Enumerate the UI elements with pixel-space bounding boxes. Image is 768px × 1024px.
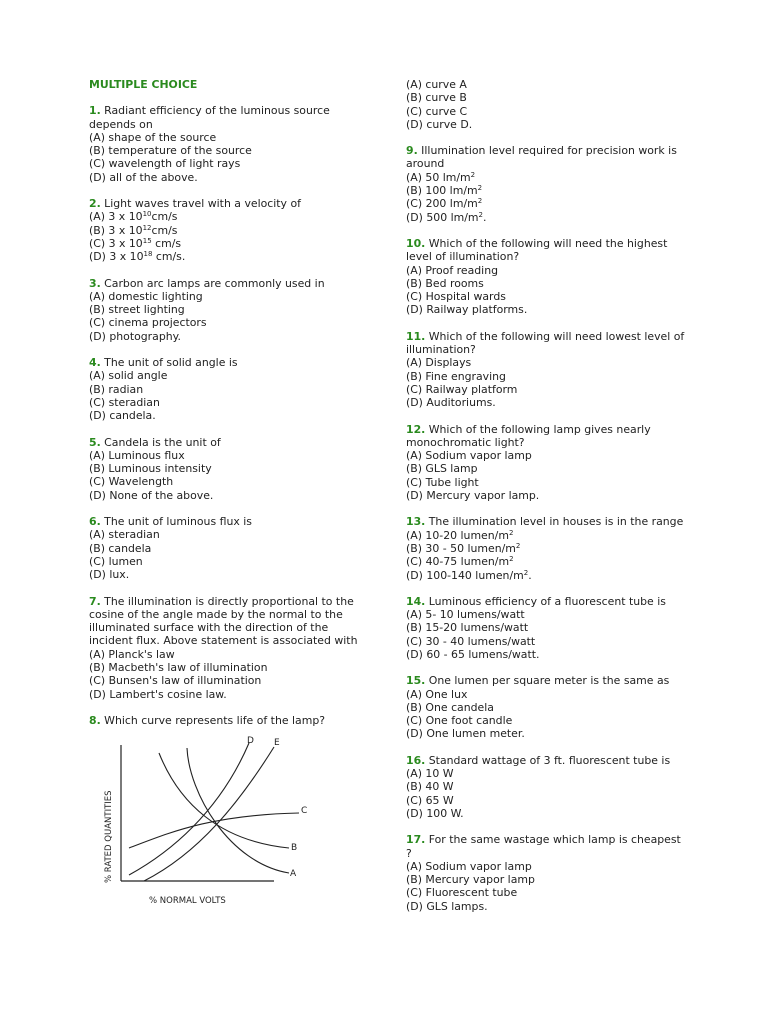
question-stem: 9. Illumination level required for precision work is around <box>406 144 677 171</box>
y-axis-label: % RATED QUANTITIES <box>104 790 114 884</box>
answer-option: (B) 3 x $10^{12}cm/s$ <box>89 223 178 237</box>
answer-option: (D) photography. <box>89 329 181 343</box>
answer-option: (D) 60 - 65 lumens/watt. <box>406 647 540 661</box>
answer-option: (C) Bunsen's law of illumination <box>89 674 262 688</box>
curve-label-b: B <box>291 843 298 854</box>
answer-option: (B) Bed rooms <box>406 276 484 290</box>
answer-option: (A) Planck's law <box>89 647 175 661</box>
answer-option: (B) candela <box>89 541 152 555</box>
question-stem: 11. Which of the following will need lowest level of illumination? <box>406 329 685 357</box>
answer-option: (A) 5- 10 lumens/watt <box>406 608 525 622</box>
answer-option: (A) curve A <box>406 78 467 91</box>
question-stem: 14. Luminous efficiency of a fluorescent tube is <box>406 594 666 608</box>
answer-option: (D) curve D. <box>406 117 473 131</box>
question-stem: 2. Light waves travel with a velocity of <box>89 197 301 211</box>
answer-option: (C) Tube light <box>406 475 479 489</box>
question-number: 17. <box>406 833 426 847</box>
answer-option: (D) Railway platforms. <box>406 303 528 317</box>
answer-option: (D) 3 x $10^{18}$ cm/s. <box>89 250 186 264</box>
answer-option: (D) None of the above. <box>89 488 214 502</box>
answer-option: (C) Wavelength <box>89 475 174 489</box>
question-block <box>406 595 686 661</box>
curve-label-a: A <box>290 869 297 880</box>
answer-option: (C) cinema projectors <box>89 316 207 330</box>
answer-option: (B) Luminous intensity <box>89 462 212 476</box>
answer-option: (B) Mercury vapor lamp <box>406 873 535 887</box>
x-axis-label: % NORMAL VOLTS <box>149 896 226 907</box>
answer-option: (B) street lighting <box>89 303 185 317</box>
answer-option: (A) shape of the source <box>89 130 217 144</box>
question-block <box>89 595 369 701</box>
answer-option: (B) One candela <box>406 700 494 714</box>
question-block <box>89 436 369 502</box>
question-number: 1. <box>89 104 101 118</box>
question-block <box>406 237 686 317</box>
answer-option: (A) 10-20 lumen/$m^2$ <box>406 528 514 542</box>
question-stem: 5. Candela is the unit of <box>89 435 221 449</box>
question-stem: 15. One lumen per square meter is the same as <box>406 674 670 688</box>
answer-option: (C) 200 $lm/m^2$ <box>406 197 483 211</box>
answer-option: (B) 15-20 lumens/watt <box>406 621 529 635</box>
question-block <box>89 277 369 343</box>
question-number: 2. <box>89 197 101 211</box>
answer-option: (C) steradian <box>89 395 160 409</box>
question-block <box>89 714 369 727</box>
answer-option: (D) 500 $lm/m^2$. <box>406 210 487 224</box>
question-stem: 10. Which of the following will need the highest level of illumination? <box>406 236 668 264</box>
question-number: 10. <box>406 236 426 250</box>
answer-option: (C) One foot candle <box>406 714 513 728</box>
curve-label-e: E <box>274 738 280 749</box>
answer-option: (A) Sodium vapor lamp <box>406 449 532 463</box>
curve-c <box>129 813 299 848</box>
answer-option: (A) One lux <box>406 687 468 701</box>
answer-option: (C) Railway platform <box>406 382 518 396</box>
question-stem: 7. The illumination is directly proportional to the cosine of the angle made by the normal to the illuminated surface with the direction of the incident flux. Above statement is associated with <box>89 594 358 648</box>
answer-option: (D) 100-140 lumen/$m^2$. <box>406 568 532 582</box>
answer-option: (C) 30 - 40 lumens/watt <box>406 634 536 648</box>
answer-option: (B) GLS lamp <box>406 462 478 476</box>
right-column <box>406 78 686 926</box>
answer-option: (D) all of the above. <box>89 170 198 184</box>
lamp-curves-figure <box>89 733 308 913</box>
answer-option: (A) 50 $lm/m^2$ <box>406 170 476 184</box>
answer-option: (D) Lambert's cosine law. <box>89 687 227 701</box>
question-block <box>406 515 686 581</box>
answer-option: (C) wavelength of light rays <box>89 157 241 171</box>
question-block <box>406 674 686 740</box>
question-number: 8. <box>89 713 101 727</box>
answer-option: (D) One lumen meter. <box>406 727 525 741</box>
answer-option: (D) GLS lamps. <box>406 899 488 913</box>
question-number: 7. <box>89 594 101 608</box>
question-block <box>89 356 369 422</box>
answer-option: (C) 3 x $10^{15}$ cm/s <box>89 236 182 250</box>
question-stem: 12. Which of the following lamp gives nearly monochromatic light? <box>406 422 651 449</box>
question-number: 9. <box>406 144 418 158</box>
question-number: 6. <box>89 515 101 529</box>
curve-label-c: C <box>301 806 308 817</box>
question-block <box>89 197 369 263</box>
question-number: 5. <box>89 435 101 449</box>
question-number: 14. <box>406 594 426 608</box>
question-stem: 6. The unit of luminous flux is <box>89 515 252 529</box>
question-number: 16. <box>406 753 426 767</box>
answer-option: (C) 65 W <box>406 793 454 807</box>
answer-option: (A) 10 W <box>406 767 454 781</box>
question-number: 12. <box>406 422 426 436</box>
question-stem: 8. Which curve represents life of the lamp? <box>89 713 326 727</box>
answer-option: (D) Auditoriums. <box>406 396 496 410</box>
answer-option: (C) 40-75 lumen/$m^2$ <box>406 555 514 569</box>
lamp-curves-diagram <box>89 733 308 913</box>
answer-option: (A) Displays <box>406 356 472 370</box>
curve-label-d: D <box>247 736 254 747</box>
question-block <box>406 423 686 503</box>
curve-e <box>144 747 274 881</box>
question-stem: 13. The illumination level in houses is in the range <box>406 515 684 529</box>
question-block <box>89 104 369 184</box>
answer-option: (B) Macbeth's law of illumination <box>89 660 268 674</box>
answer-option: (B) Fine engraving <box>406 369 506 383</box>
question-block <box>406 754 686 820</box>
left-column <box>89 78 369 913</box>
answer-option: (D) lux. <box>89 568 130 582</box>
answer-option: (A) Luminous flux <box>89 448 185 462</box>
section-heading: MULTIPLE CHOICE <box>89 78 198 91</box>
answer-option: (B) 40 W <box>406 780 454 794</box>
answer-option: (C) Fluorescent tube <box>406 886 518 900</box>
answer-option: (B) curve B <box>406 91 467 105</box>
question-number: 13. <box>406 515 426 529</box>
answer-option: (C) lumen <box>89 554 143 568</box>
question-block <box>406 78 686 131</box>
answer-option: (C) Hospital wards <box>406 290 506 304</box>
question-stem: 4. The unit of solid angle is <box>89 356 238 370</box>
question-number: 3. <box>89 276 101 290</box>
question-block <box>89 515 369 581</box>
question-number: 4. <box>89 356 101 370</box>
answer-option: (B) 30 - 50 lumen/$m^2$ <box>406 541 521 555</box>
question-block <box>406 144 686 224</box>
answer-option: (D) 100 W. <box>406 806 464 820</box>
question-number: 15. <box>406 674 426 688</box>
question-stem: 16. Standard wattage of 3 ft. fluorescent tube is <box>406 753 671 767</box>
answer-option: (B) temperature of the source <box>89 144 252 158</box>
question-block <box>406 833 686 913</box>
answer-option: (B) radian <box>89 382 144 396</box>
answer-option: (A) domestic lighting <box>89 289 203 303</box>
answer-option: (B) 100 $lm/m^2$ <box>406 184 483 198</box>
question-stem: 3. Carbon arc lamps are commonly used in <box>89 276 325 290</box>
answer-option: (A) Sodium vapor lamp <box>406 859 532 873</box>
answer-option: (A) 3 x $10^{10}cm/s$ <box>89 210 178 224</box>
answer-option: (A) Proof reading <box>406 263 499 277</box>
question-stem: 17. For the same wastage which lamp is cheapest ? <box>406 833 681 860</box>
answer-option: (D) candela. <box>89 409 156 423</box>
question-stem: 1. Radiant efficiency of the luminous source depends on <box>89 104 330 131</box>
answer-option: (C) curve C <box>406 104 468 118</box>
answer-option: (D) Mercury vapor lamp. <box>406 489 540 503</box>
answer-option: (A) steradian <box>89 528 160 542</box>
answer-option: (A) solid angle <box>89 369 168 383</box>
question-number: 11. <box>406 329 426 343</box>
question-block <box>406 330 686 410</box>
